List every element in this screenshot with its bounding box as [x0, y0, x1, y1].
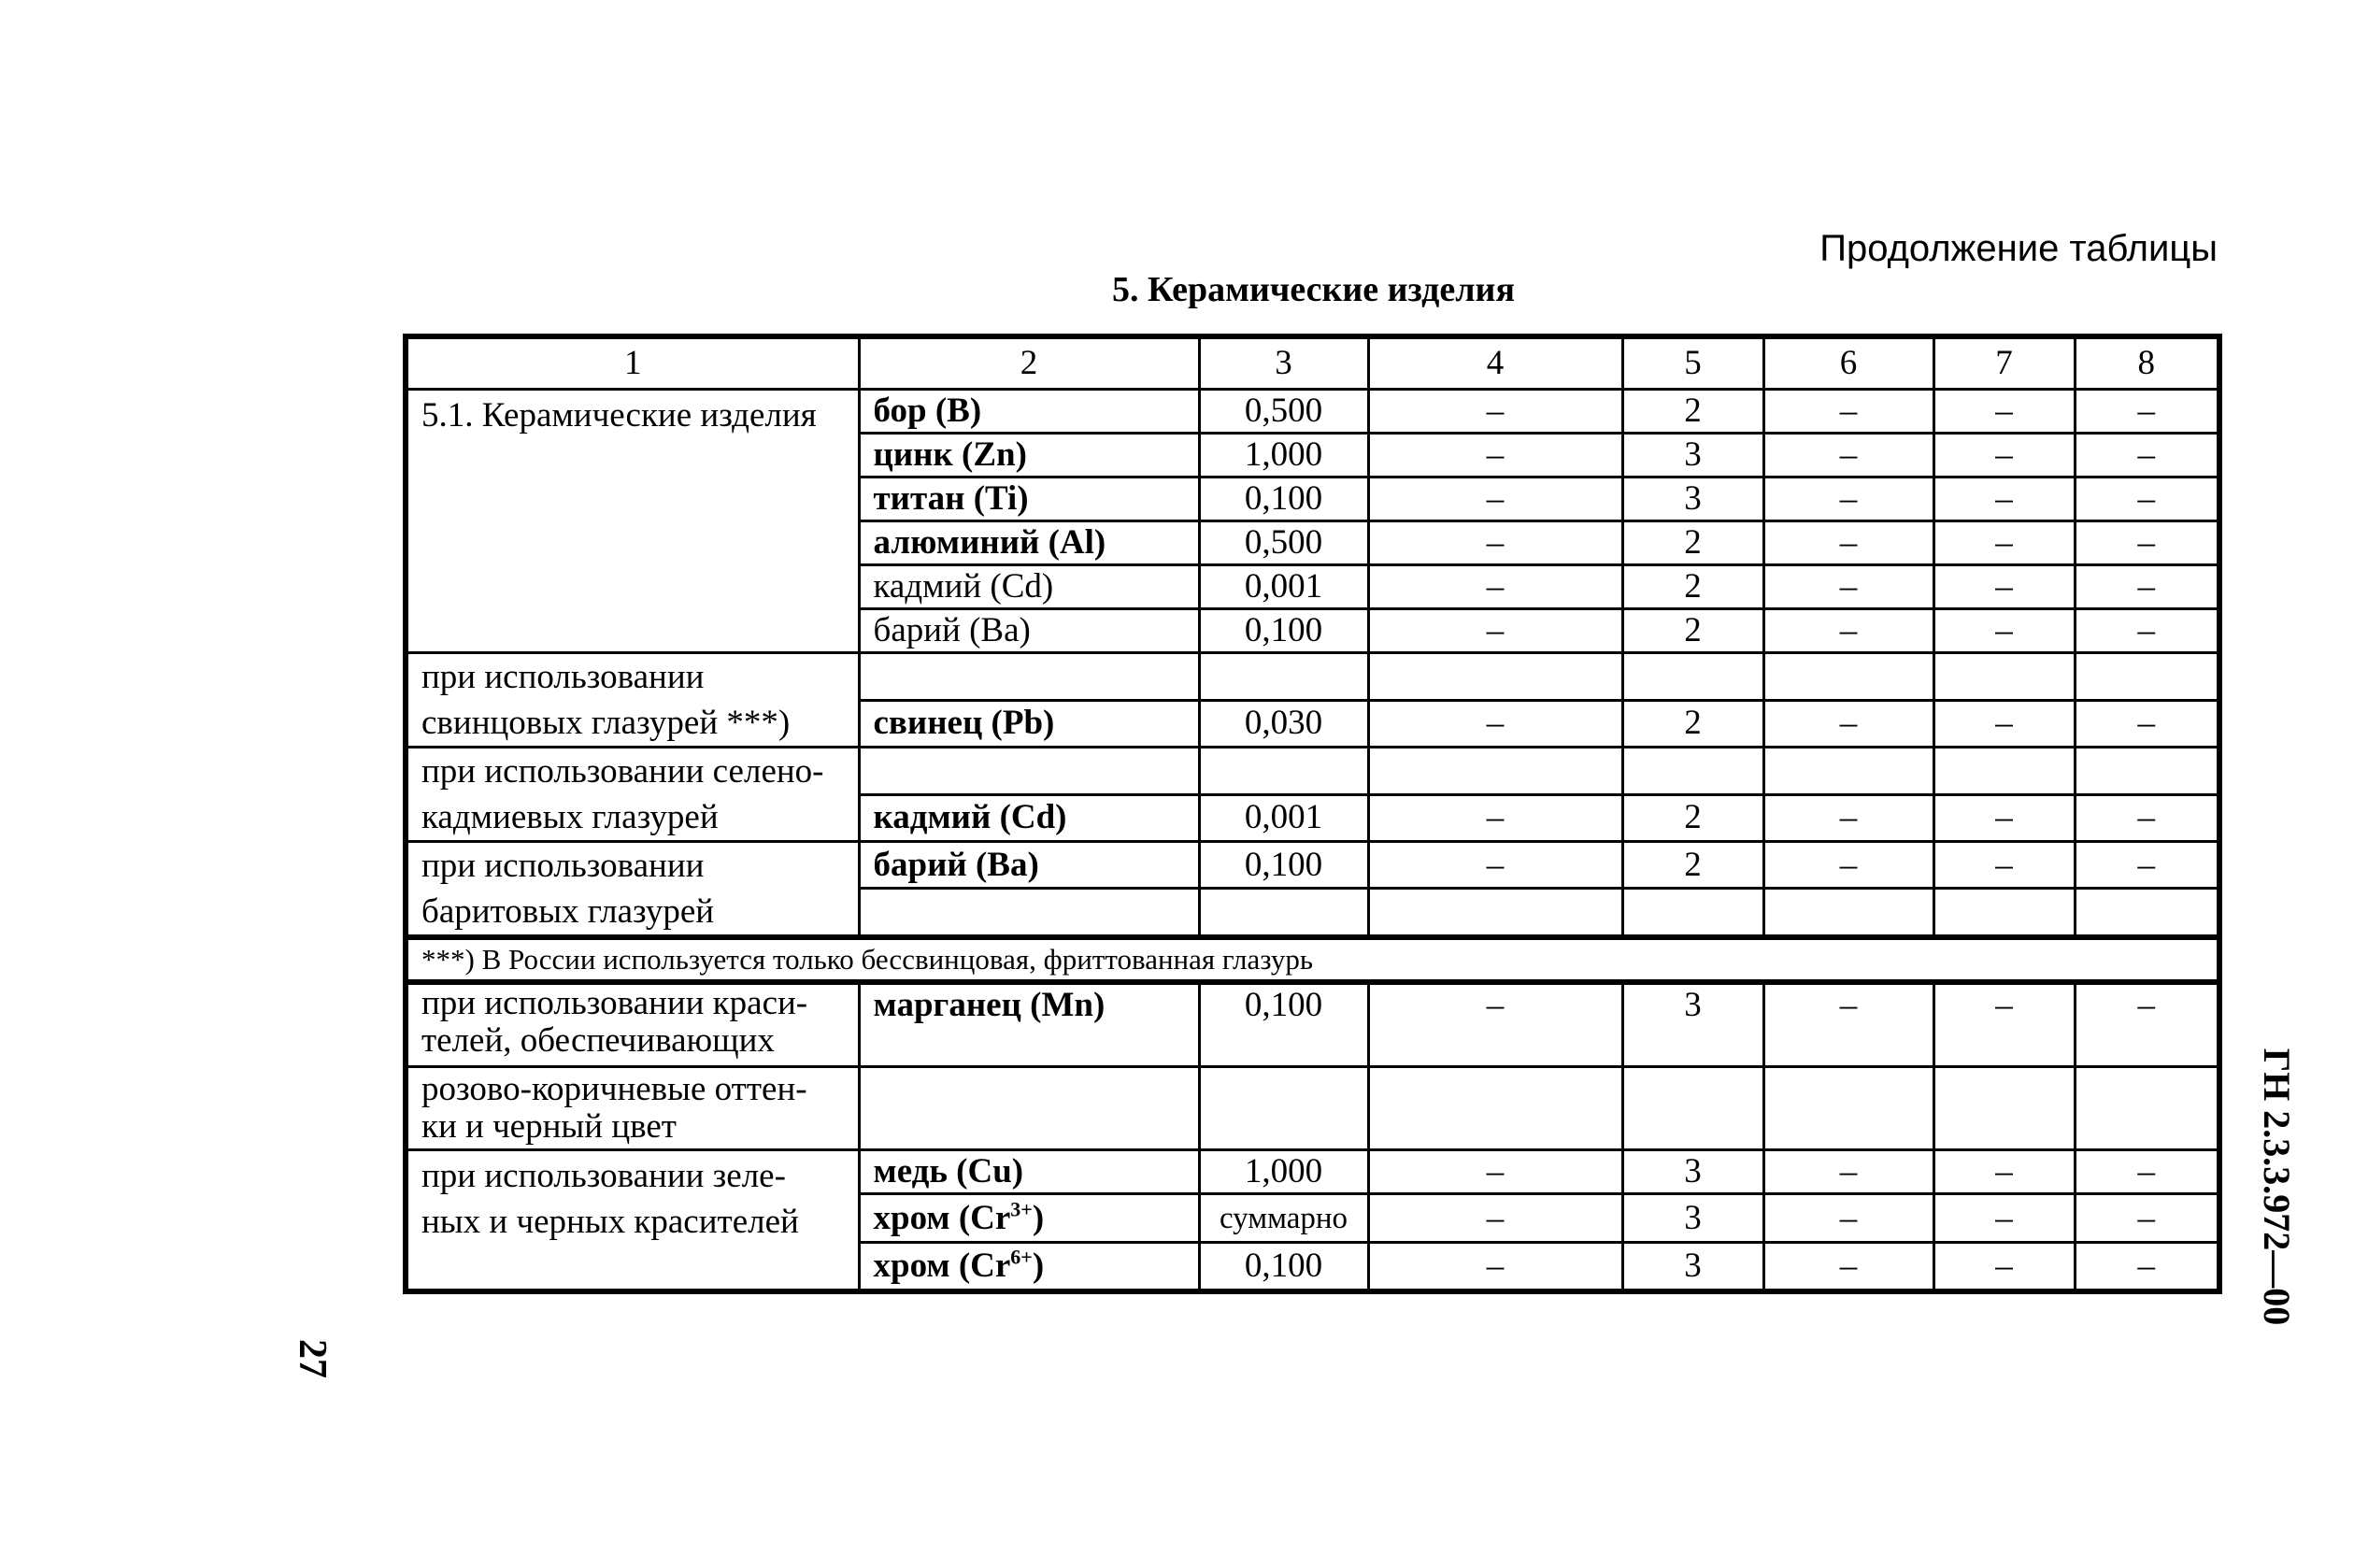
table-row [406, 390, 2219, 434]
table-row [406, 1150, 2219, 1194]
cell-value: – [1368, 478, 1622, 521]
cell-value: 3 [1622, 434, 1763, 478]
cell-value: 2 [1622, 521, 1763, 565]
col-number: 1 [406, 336, 859, 390]
cell-value: – [1933, 521, 2075, 565]
cell-value: 2 [1622, 794, 1763, 842]
continuation-label: Продолжение таблицы [1819, 228, 2218, 269]
cell-value: 0,100 [1199, 609, 1368, 653]
cell-value: – [1933, 700, 2075, 748]
cell-value: – [1763, 521, 1933, 565]
element-name: кадмий (Cd) [859, 565, 1199, 609]
cell-value: – [2075, 982, 2219, 1067]
cell-value: 0,100 [1199, 982, 1368, 1067]
cell-value: – [2075, 434, 2219, 478]
condition-label: розово-коричневые оттен- ки и черный цвет [406, 1067, 859, 1150]
cell-value: 1,000 [1199, 1150, 1368, 1194]
column-number-row [406, 336, 2219, 390]
cell-value: – [1368, 565, 1622, 609]
table-row [406, 842, 2219, 889]
cell-value: – [1763, 1150, 1933, 1194]
cell-value: – [1368, 434, 1622, 478]
table-row [406, 748, 2219, 795]
table-row [406, 982, 2219, 1067]
cell-value: – [1933, 478, 2075, 521]
document-number: ГН 2.3.3.972—00 [2256, 1048, 2298, 1326]
limits-table [403, 334, 2222, 1294]
cell-value: – [1368, 609, 1622, 653]
element-name: цинк (Zn) [859, 434, 1199, 478]
cell-value: – [1763, 1194, 1933, 1243]
cell-value: 3 [1622, 982, 1763, 1067]
col-number: 7 [1933, 336, 2075, 390]
col-number: 2 [859, 336, 1199, 390]
cell-value: – [1763, 842, 1933, 889]
cell-value: – [1763, 434, 1933, 478]
cell-value: суммарно [1199, 1194, 1368, 1243]
col-number: 4 [1368, 336, 1622, 390]
cell-value: – [1763, 794, 1933, 842]
cell-value: 0,500 [1199, 390, 1368, 434]
element-name: кадмий (Cd) [859, 794, 1199, 842]
cell-value: – [2075, 521, 2219, 565]
cell-value: 0,500 [1199, 521, 1368, 565]
cell-value: – [1933, 390, 2075, 434]
cell-value: – [1368, 982, 1622, 1067]
cell-value: – [2075, 565, 2219, 609]
cell-value: – [1763, 390, 1933, 434]
cell-value: – [1763, 565, 1933, 609]
cell-value: – [1933, 982, 2075, 1067]
cell-value: – [1933, 842, 2075, 889]
cell-value: 0,001 [1199, 794, 1368, 842]
cell-value: – [1368, 521, 1622, 565]
cell-value: – [1933, 1243, 2075, 1291]
condition-label: при использовании баритовых глазурей [406, 842, 859, 938]
condition-label: при использовании зеле- ных и черных красителей [406, 1150, 859, 1291]
cell-value: – [2075, 1243, 2219, 1291]
cell-value: – [1763, 609, 1933, 653]
condition-label: при использовании селено- кадмиевых глазурей [406, 748, 859, 842]
cell-value: 3 [1622, 1194, 1763, 1243]
cell-value: 2 [1622, 842, 1763, 889]
cell-value: 0,100 [1199, 478, 1368, 521]
element-name: хром $(Cr^{6+})$ [859, 1243, 1199, 1291]
cell-value: – [1368, 794, 1622, 842]
cell-value: – [1933, 1150, 2075, 1194]
cell-value: 1,000 [1199, 434, 1368, 478]
footnote: ***) В России используется только бессвинцовая, фриттованная глазурь [406, 937, 2219, 982]
group-label: 5.1. Керамические изделия [406, 390, 859, 653]
cell-value: – [1368, 390, 1622, 434]
col-number: 6 [1763, 336, 1933, 390]
condition-label: при использовании краси- телей, обеспечивающих [406, 982, 859, 1067]
cell-value: – [1368, 1194, 1622, 1243]
col-number: 3 [1199, 336, 1368, 390]
cell-value: 3 [1622, 1150, 1763, 1194]
element-name: бор (В) [859, 390, 1199, 434]
cell-value: 2 [1622, 609, 1763, 653]
element-name: алюминий (Al) [859, 521, 1199, 565]
cell-value: – [1368, 842, 1622, 889]
cell-value: – [1933, 609, 2075, 653]
cell-value: – [2075, 1150, 2219, 1194]
cell-value: – [2075, 794, 2219, 842]
cell-value: 2 [1622, 565, 1763, 609]
cell-value: – [1933, 565, 2075, 609]
cell-value: – [2075, 609, 2219, 653]
cell-value: 0,100 [1199, 842, 1368, 889]
table-row [406, 653, 2219, 701]
cell-value: – [1933, 794, 2075, 842]
cell-value: 2 [1622, 700, 1763, 748]
cell-value: 2 [1622, 390, 1763, 434]
section-title: 5. Керамические изделия [1112, 270, 1516, 309]
cell-value: – [1368, 1243, 1622, 1291]
table-row [406, 1067, 2219, 1150]
cell-value: 3 [1622, 1243, 1763, 1291]
element-name: медь (Cu) [859, 1150, 1199, 1194]
footnote-row [406, 937, 2219, 982]
cell-value: 3 [1622, 478, 1763, 521]
element-name: барий (Ba) [859, 842, 1199, 889]
cell-value: – [1368, 700, 1622, 748]
element-name: титан (Ti) [859, 478, 1199, 521]
cell-value: – [2075, 700, 2219, 748]
cell-value: – [2075, 842, 2219, 889]
cell-value: 0,001 [1199, 565, 1368, 609]
cell-value: 0,100 [1199, 1243, 1368, 1291]
cell-value: – [1763, 1243, 1933, 1291]
cell-value: – [1763, 700, 1933, 748]
element-name: марганец (Mn) [859, 982, 1199, 1067]
element-name: хром $(Cr^{3+})$ [859, 1194, 1199, 1243]
cell-value: – [2075, 478, 2219, 521]
col-number: 5 [1622, 336, 1763, 390]
element-name: свинец (Pb) [859, 700, 1199, 748]
cell-value: – [1933, 434, 2075, 478]
cell-value: 0,030 [1199, 700, 1368, 748]
cell-value: – [1933, 1194, 2075, 1243]
condition-label: при использовании свинцовых глазурей ***) [406, 653, 859, 748]
page-number: 27 [291, 1339, 334, 1378]
element-name: барий (Ba) [859, 609, 1199, 653]
cell-value: – [1368, 1150, 1622, 1194]
col-number: 8 [2075, 336, 2219, 390]
cell-value: – [1763, 982, 1933, 1067]
cell-value: – [1763, 478, 1933, 521]
cell-value: – [2075, 1194, 2219, 1243]
cell-value: – [2075, 390, 2219, 434]
